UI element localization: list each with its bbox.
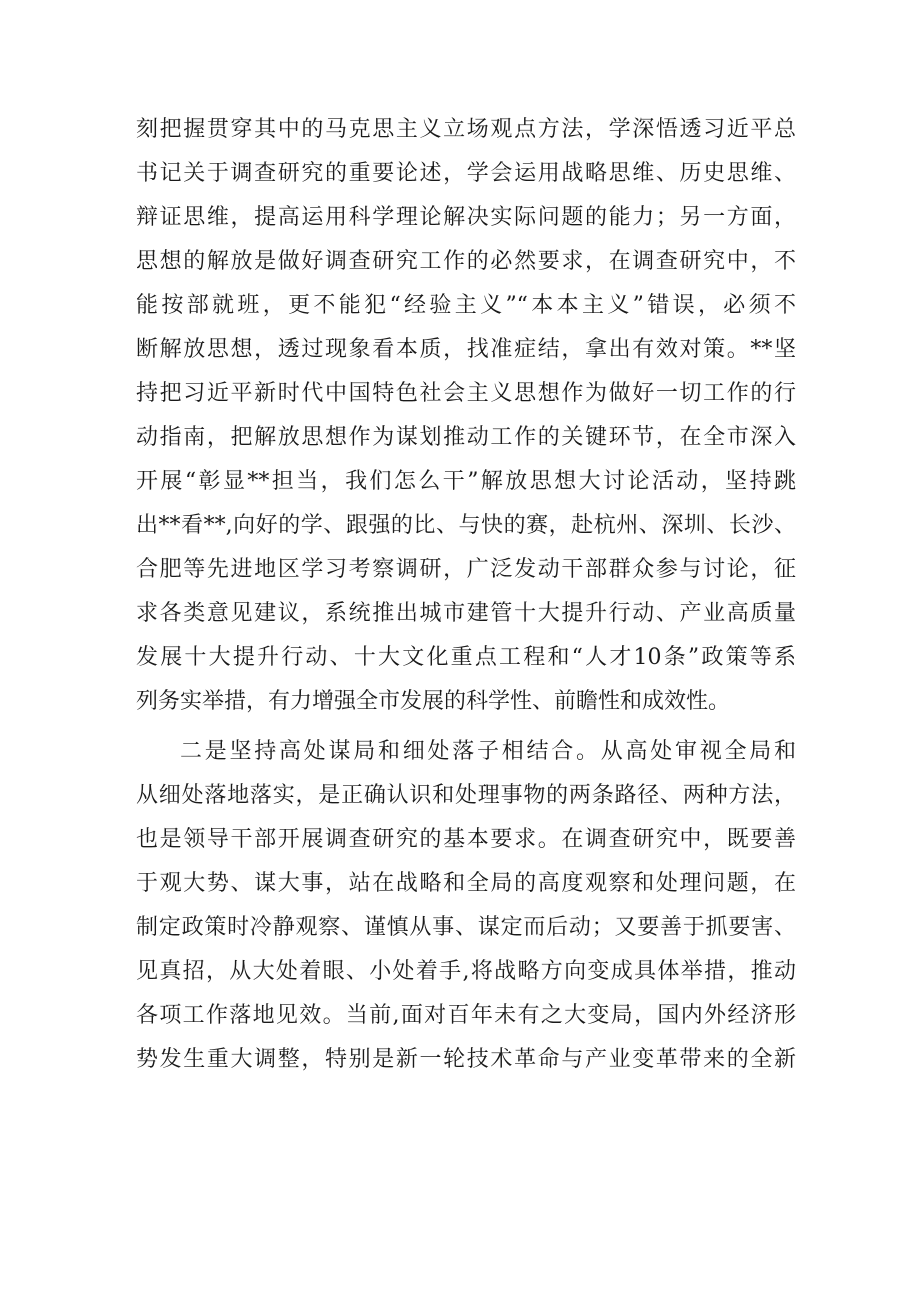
paragraph-2-line-3: 也是领导干部开展调查研究的基本要求。在调查研究中，既要善 <box>136 827 796 852</box>
paragraph-1-line-11: 合肥等先进地区学习考察调研，广泛发动干部群众参与讨论，征 <box>136 557 796 582</box>
paragraph-1-line-12: 求各类意见建议，系统推出城市建管十大提升行动、产业高质量 <box>136 601 796 626</box>
paragraph-1-line-4: 思想的解放是做好调查研究工作的必然要求，在调查研究中，不 <box>136 249 796 274</box>
paragraph-1-line-13: 发展十大提升行动、十大文化重点工程和“人才10条”政策等系 <box>136 645 796 670</box>
paragraph-2-line-2: 从细处落地落实，是正确认识和处理事物的两条路径、两种方法， <box>136 783 796 808</box>
paragraph-1-line-9: 开展“彰显**担当，我们怎么干”解放思想大讨论活动，坚持跳 <box>136 469 796 494</box>
paragraph-1-line-10: 出**看**,向好的学、跟强的比、与快的赛，赴杭州、深圳、长沙、 <box>136 513 796 538</box>
paragraph-1-line-14: 列务实举措，有力增强全市发展的科学性、前瞻性和成效性。 <box>136 689 731 714</box>
paragraph-2-line-6: 见真招，从大处着眼、小处着手,将战略方向变成具体举措，推动 <box>136 959 796 984</box>
paragraph-1-line-1: 刻把握贯穿其中的马克思主义立场观点方法，学深悟透习近平总 <box>136 117 796 142</box>
paragraph-2-line-4: 于观大势、谋大事，站在战略和全局的高度观察和处理问题，在 <box>136 871 796 896</box>
paragraph-1-line-8: 动指南，把解放思想作为谋划推动工作的关键环节，在全市深入 <box>136 425 796 450</box>
paragraph-1-line-7: 持把习近平新时代中国特色社会主义思想作为做好一切工作的行 <box>136 381 796 406</box>
paragraph-2-line-7: 各项工作落地见效。当前,面对百年未有之大变局，国内外经济形 <box>136 1003 796 1028</box>
paragraph-1-line-6: 断解放思想，透过现象看本质，找准症结，拿出有效对策。**坚 <box>136 337 796 362</box>
paragraph-2-line-8: 势发生重大调整，特别是新一轮技术革命与产业变革带来的全新 <box>136 1047 796 1072</box>
paragraph-2-line-1: 二是坚持高处谋局和细处落子相结合。从高处审视全局和 <box>180 739 796 764</box>
paragraph-1-line-2: 书记关于调查研究的重要论述，学会运用战略思维、历史思维、 <box>136 161 796 186</box>
paragraph-2-line-5: 制定政策时冷静观察、谨慎从事、谋定而后动；又要善于抓要害、 <box>136 915 796 940</box>
paragraph-1-line-5: 能按部就班，更不能犯“经验主义”“本本主义”错误，必须不 <box>136 293 796 318</box>
paragraph-1-line-3: 辩证思维，提高运用科学理论解决实际问题的能力；另一方面， <box>136 205 796 230</box>
